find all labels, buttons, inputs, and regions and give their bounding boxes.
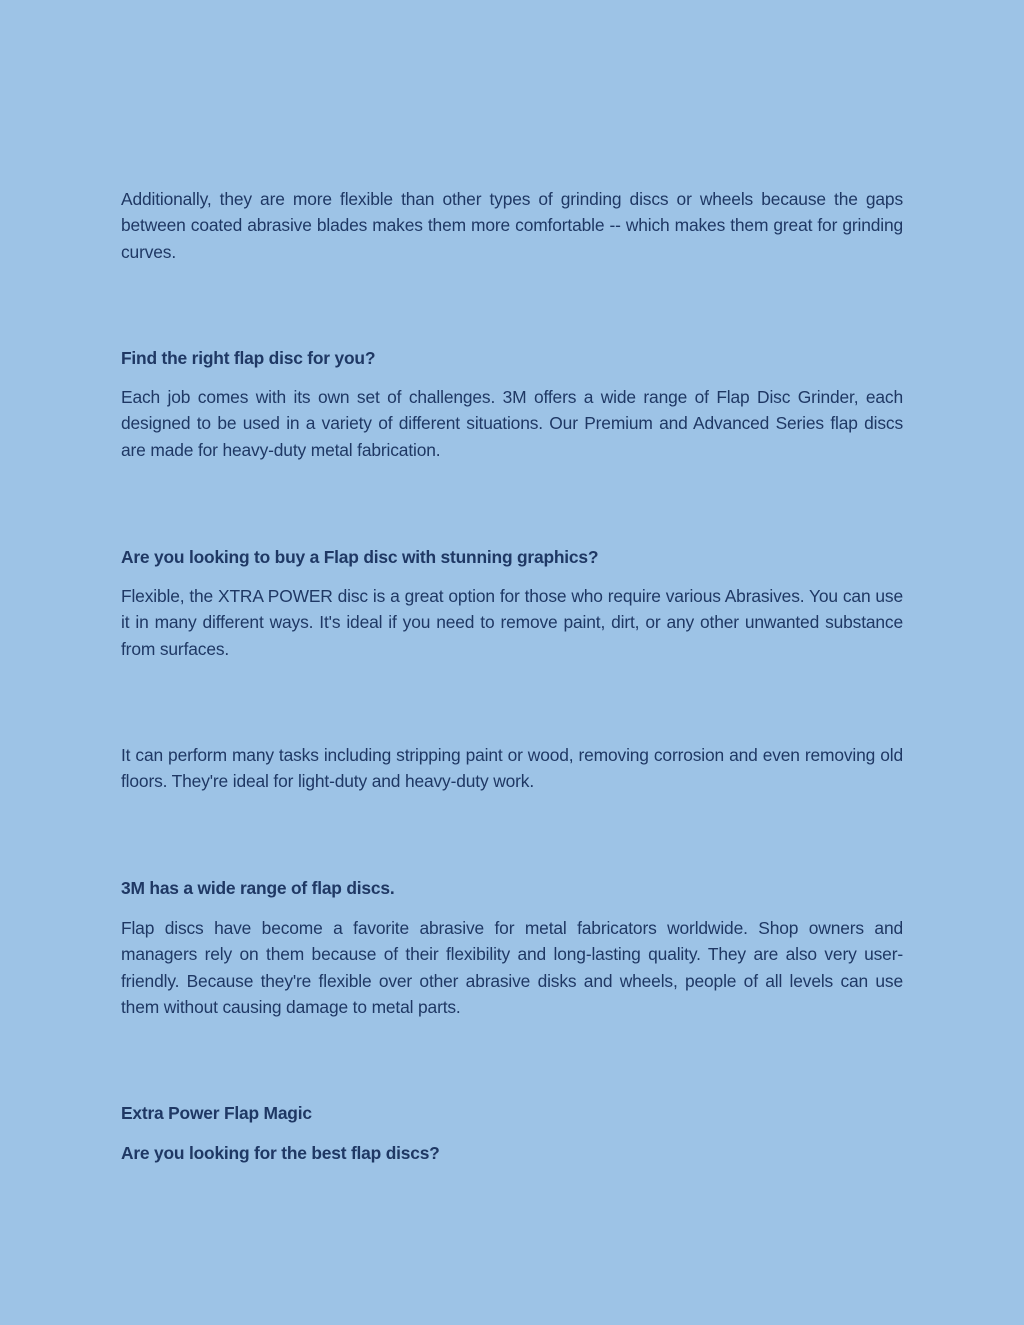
paragraph-flexibility: Additionally, they are more flexible than other types of grinding discs or wheels because the gaps between coated abrasive blades makes them more comfortable -- which makes them great for grinding curves. (121, 189, 903, 262)
paragraph-tasks: It can perform many tasks including stripping paint or wood, removing corrosion and even removing old floors. They're ideal for light-duty and heavy-duty work. (121, 745, 903, 792)
heading-wide-range: 3M has a wide range of flap discs. (121, 878, 395, 898)
heading-find-right-flap-disc: Find the right flap disc for you? (121, 348, 376, 368)
heading-stunning-graphics: Are you looking to buy a Flap disc with stunning graphics? (121, 547, 599, 567)
paragraph-xtra-power: Flexible, the XTRA POWER disc is a great option for those who require various Abrasives. You can use it in many different ways. It's ideal if you need to remove paint, dirt, or any other unwanted substance from surfaces. (121, 586, 903, 659)
heading-extra-power-flap-magic: Extra Power Flap Magic (121, 1103, 312, 1123)
paragraph-challenges: Each job comes with its own set of challenges. 3M offers a wide range of Flap Disc Grinder, each designed to be used in a variety of different situations. Our Premium and Advanced Series flap discs are made for heavy-duty metal fabrication. (121, 387, 903, 460)
document-page (121, 0, 903, 1325)
paragraph-favorite-abrasive: Flap discs have become a favorite abrasive for metal fabricators worldwide. Shop owners and managers rely on them because of their flexibility and long-lasting quality. They are also very user-friendly. Because they're flexible over other abrasive disks and wheels, people of all levels can use them without causing damage to metal parts. (121, 918, 903, 1018)
heading-best-flap-discs: Are you looking for the best flap discs? (121, 1143, 440, 1163)
